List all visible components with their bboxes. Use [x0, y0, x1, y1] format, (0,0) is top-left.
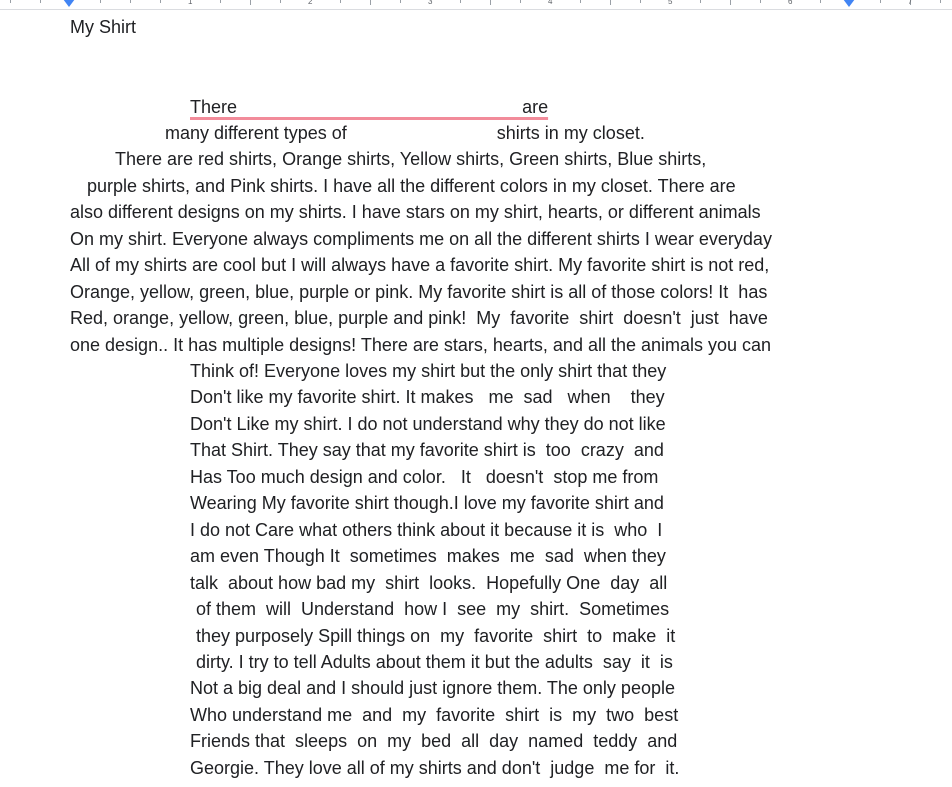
ruler-tick: [610, 0, 611, 5]
right-indent-marker[interactable]: [843, 0, 855, 7]
ruler-tick: [760, 0, 761, 3]
ruler-number: 3: [428, 0, 433, 6]
ruler-tick: [250, 0, 251, 5]
ruler-tick: [940, 0, 941, 3]
paragraph-line[interactable]: Not a big deal and I should just ignore them. The only people: [190, 678, 675, 698]
ruler-tick: [220, 0, 221, 3]
paragraph-line[interactable]: they purposely Spill things on my favorite shirt to make it: [196, 626, 676, 646]
paragraph-line[interactable]: Think of! Everyone loves my shirt but the only shirt that they: [190, 361, 667, 381]
horizontal-ruler[interactable]: [0, 0, 952, 10]
ruler-tick: [130, 0, 131, 3]
paragraph-line[interactable]: one design.. It has multiple designs! There are stars, hearts, and all the animals you can: [70, 335, 772, 355]
paragraph-line[interactable]: There are: [190, 97, 549, 117]
ruler-number: 6: [788, 0, 793, 6]
paragraph-line[interactable]: dirty. I try to tell Adults about them it but the adults say it is: [196, 652, 673, 672]
paragraph-line[interactable]: of them will Understand how I see my shirt. Sometimes: [196, 599, 670, 619]
left-indent-marker[interactable]: [63, 0, 75, 7]
paragraph-line[interactable]: many different types of shirts in my closet.: [165, 123, 645, 143]
ruler-number: 2: [308, 0, 313, 6]
ruler-tick: [400, 0, 401, 3]
paragraph-line[interactable]: Don't Like my shirt. I do not understand why they do not like: [190, 414, 666, 434]
paragraph-line[interactable]: purple shirts, and Pink shirts. I have all the different colors in my closet. There are: [87, 176, 736, 196]
ruler-tick: [100, 0, 101, 3]
ruler-number: 7: [908, 0, 913, 6]
ruler-tick: [700, 0, 701, 3]
document-title[interactable]: My Shirt: [70, 17, 137, 37]
ruler-tick: [460, 0, 461, 3]
paragraph-line[interactable]: also different designs on my shirts. I have stars on my shirt, hearts, or different animals: [70, 202, 761, 222]
paragraph-line[interactable]: am even Though It sometimes makes me sad when they: [190, 546, 666, 566]
paragraph-line[interactable]: On my shirt. Everyone always compliments me on all the different shirts I wear everyday: [70, 229, 772, 249]
ruler-number: 4: [548, 0, 553, 6]
ruler-tick: [880, 0, 881, 3]
ruler-number: 1: [188, 0, 193, 6]
ruler-tick: [640, 0, 641, 3]
paragraph-line[interactable]: There are red shirts, Orange shirts, Yellow shirts, Green shirts, Blue shirts,: [115, 149, 707, 169]
paragraph-line[interactable]: I do not Care what others think about it because it is who I: [190, 520, 663, 540]
paragraph-line[interactable]: Don't like my favorite shirt. It makes me sad when they: [190, 387, 665, 407]
ruler-tick: [340, 0, 341, 3]
ruler-tick: [820, 0, 821, 3]
paragraph-line[interactable]: Wearing My favorite shirt though.I love my favorite shirt and: [190, 493, 664, 513]
paragraph-line[interactable]: Orange, yellow, green, blue, purple or pink. My favorite shirt is all of those colors! It has: [70, 282, 768, 302]
paragraph-line[interactable]: Friends that sleeps on my bed all day named teddy and: [190, 731, 678, 751]
paragraph-line[interactable]: Red, orange, yellow, green, blue, purple and pink! My favorite shirt doesn't just have: [70, 308, 768, 328]
paragraph-line[interactable]: All of my shirts are cool but I will always have a favorite shirt. My favorite shirt is not red,: [70, 255, 770, 275]
ruler-tick: [370, 0, 371, 5]
ruler-tick: [10, 0, 11, 3]
ruler-tick: [730, 0, 731, 5]
ruler-tick: [580, 0, 581, 3]
paragraph-line[interactable]: Who understand me and my favorite shirt is my two best: [190, 705, 679, 725]
ruler-tick: [40, 0, 41, 3]
ruler-number: 5: [668, 0, 673, 6]
ruler-tick: [160, 0, 161, 3]
ruler-tick: [280, 0, 281, 3]
paragraph-line[interactable]: Georgie. They love all of my shirts and don't judge me for it.: [190, 758, 680, 778]
paragraph-line[interactable]: talk about how bad my shirt looks. Hopefully One day all: [190, 573, 668, 593]
ruler-tick: [490, 0, 491, 5]
paragraph-line[interactable]: Has Too much design and color. It doesn't stop me from: [190, 467, 659, 487]
paragraph-line[interactable]: That Shirt. They say that my favorite shirt is too crazy and: [190, 440, 664, 460]
ruler-tick: [520, 0, 521, 3]
